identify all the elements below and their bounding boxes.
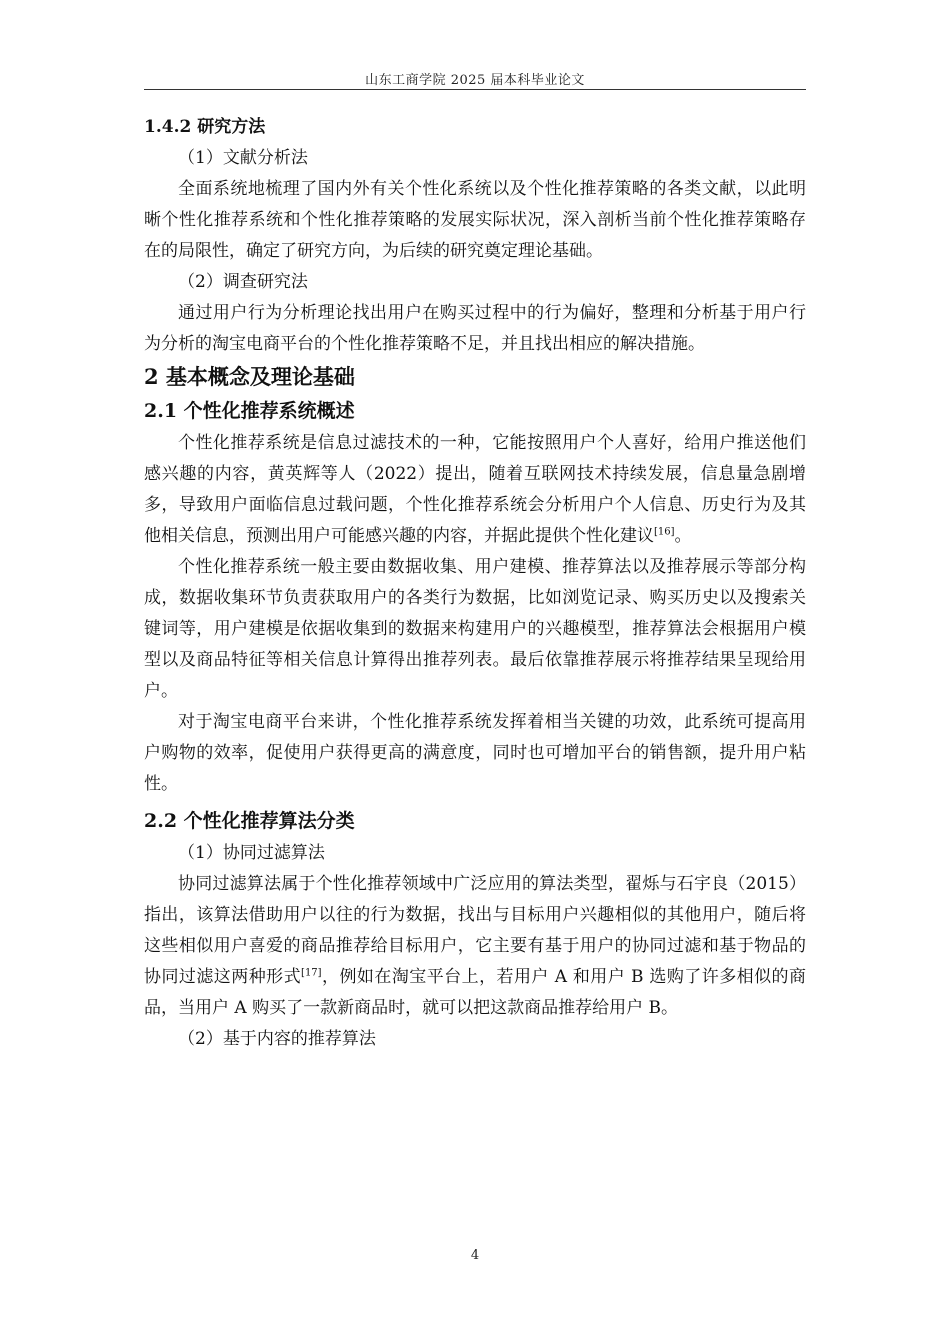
section-heading-1-4-2: 1.4.2 研究方法: [144, 117, 266, 137]
algorithm-1-label: （1）协同过滤算法: [178, 843, 325, 863]
citation-17: [17]: [301, 967, 322, 979]
paragraph-2-1-1-end: 。: [674, 526, 692, 546]
page-number: 4: [470, 1248, 480, 1263]
algorithm-2-label: （2）基于内容的推荐算法: [178, 1029, 376, 1049]
page-body: [144, 112, 806, 1055]
method-2-label: （2）调查研究法: [178, 272, 308, 292]
header-rule: [144, 89, 806, 90]
paragraph-2-1-1: [144, 428, 806, 552]
method-2-paragraph: 通过用户行为分析理论找出用户在购买过程中的行为偏好，整理和分析基于用户行为分析的淘宝电商平台的个性化推荐策略不足，并且找出相应的解决措施。: [144, 303, 806, 354]
algorithm-1-paragraph: [144, 869, 806, 1024]
running-header: 山东工商学院 2025 届本科毕业论文: [365, 73, 585, 88]
citation-16: [16]: [654, 526, 675, 538]
section-heading-2-2: 2.2 个性化推荐算法分类: [144, 810, 355, 832]
section-heading-2-1: 2.1 个性化推荐系统概述: [144, 400, 355, 422]
method-1-paragraph: 全面系统地梳理了国内外有关个性化系统以及个性化推荐策略的各类文献，以此明晰个性化推荐系统和个性化推荐策略的发展实际状况，深入剖析当前个性化推荐策略存在的局限性，确定了研究方向，为后续的研究奠定理论基础。: [144, 179, 806, 261]
paragraph-2-1-2: 个性化推荐系统一般主要由数据收集、用户建模、推荐算法以及推荐展示等部分构成，数据收集环节负责获取用户的各类行为数据，比如浏览记录、购买历史以及搜索关键词等，用户建模是依据收集到的数据来构建用户的兴趣模型，推荐算法会根据用户模型以及商品特征等相关信息计算得出推荐列表。最后依靠推荐展示将推荐结果呈现给用户。: [144, 557, 806, 701]
chapter-heading-2: 2 基本概念及理论基础: [144, 364, 355, 389]
algorithm-1-text: 协同过滤算法属于个性化推荐领域中广泛应用的算法类型，翟烁与石宇良（2015）指出，该算法借助用户以往的行为数据，找出与目标用户兴趣相似的其他用户，随后将这些相似用户喜爱的商品推荐给目标用户，它主要有基于用户的协同过滤和基于物品的协同过滤这两种形式: [144, 874, 806, 987]
algorithm-1-text-cont: ，例如在淘宝平台上，若用户 A 和用户 B 选购了许多相似的商品，当用户 A 购买了一款新商品时，就可以把这款商品推荐给用户 B。: [144, 967, 806, 1018]
paragraph-2-1-1-text: 个性化推荐系统是信息过滤技术的一种，它能按照用户个人喜好，给用户推送他们感兴趣的内容，黄英辉等人（2022）提出，随着互联网技术持续发展，信息量急剧增多，导致用户面临信息过载问题，个性化推荐系统会分析用户个人信息、历史行为及其他相关信息，预测出用户可能感兴趣的内容，并据此提供个性化建议: [144, 433, 806, 546]
method-1-label: （1）文献分析法: [178, 148, 308, 168]
paragraph-2-1-3: 对于淘宝电商平台来讲，个性化推荐系统发挥着相当关键的功效，此系统可提高用户购物的效率，促使用户获得更高的满意度，同时也可增加平台的销售额，提升用户粘性。: [144, 712, 806, 794]
